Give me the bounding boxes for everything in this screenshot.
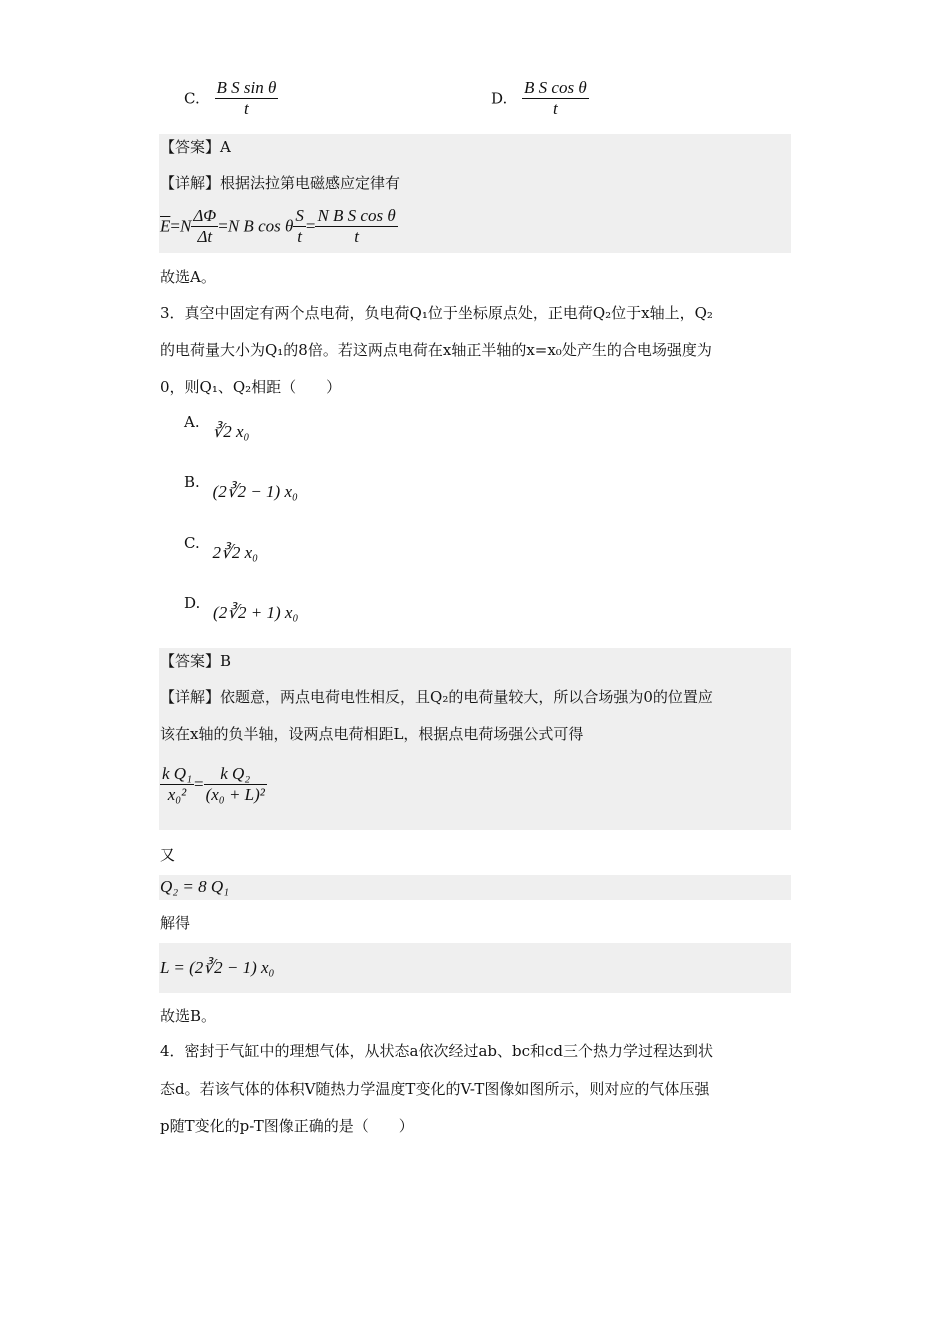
q3-eq1-right-den: (x₀ + L)² (205, 785, 265, 804)
q2-eq-frac2 (293, 206, 306, 247)
q3-eq1-left-den: x₀² (167, 785, 187, 804)
option-d-fraction (522, 78, 589, 119)
q2-eq-frac3 (315, 206, 397, 247)
q4-stem-line1: 4．密封于气缸中的理想气体，从状态a依次经过ab、bc和cd三个热力学过程达到状 (160, 1042, 714, 1060)
q3-option-b (184, 472, 298, 501)
q2-detail-head: 【详解】 (160, 174, 221, 192)
q2-detail-text: 根据法拉第电磁感应定律有 (220, 174, 401, 192)
q4-stem-line3: p随T变化的p-T图像正确的是（ ） (160, 1117, 414, 1135)
option-c (184, 78, 278, 119)
q2-answer: 【答案】A (160, 138, 231, 156)
q3-option-a-label: A. (184, 413, 200, 431)
q3-eq1-left (160, 764, 194, 805)
q2-eq-frac1-num: ΔΦ (193, 206, 217, 225)
q3-option-a (184, 412, 250, 441)
q3-option-d-label: D. (184, 594, 201, 612)
q2-eq-frac2-den: t (297, 227, 302, 246)
q3-equation3: L = (2∛2 − 1) x₀ (160, 958, 275, 977)
q3-stem-line1: 3．真空中固定有两个点电荷，负电荷Q₁位于坐标原点处，正电荷Q₂位于x轴上，Q₂ (160, 304, 713, 322)
q2-eq-mid: N B cos θ (227, 216, 294, 236)
q3-option-c-expr: 2∛2 x₀ (212, 543, 259, 562)
q3-word-again: 又 (160, 846, 176, 864)
q3-option-c-label: C. (184, 534, 200, 552)
option-c-numerator: B S sin θ (216, 78, 277, 97)
q3-eq1-right (204, 764, 267, 805)
q2-eq-frac2-num: S (295, 206, 304, 225)
q3-option-d-expr: (2∛2 + 1) x₀ (213, 603, 299, 622)
q3-detail-line2: 该在x轴的负半轴，设两点电荷相距L，根据点电荷场强公式可得 (160, 725, 584, 743)
q2-equation: $\overline{E}=N$ $\frac{\Delta\Phi}{\Delta t}$ =N B cos θ $\frac{S}{t}$ = $\frac{\text{N B S cos θ}}{t}$ (160, 206, 396, 246)
q3-detail-head: 【详解】 (160, 688, 221, 706)
q3-option-a-expr: ∛2 x₀ (212, 422, 250, 441)
q3-eq1-left-num: k Q₁ (162, 764, 192, 783)
q3-stem-line3: 0，则Q₁、Q₂相距（ ） (160, 378, 342, 396)
q3-detail-line1 (160, 686, 713, 708)
q3-option-b-expr: (2∛2 − 1) x₀ (212, 482, 298, 501)
option-d (491, 78, 589, 119)
option-d-denominator: t (553, 99, 558, 118)
q3-eq2-block (159, 875, 791, 900)
q3-option-b-label: B. (184, 473, 200, 491)
q2-eq-lhs: $\overline{E}$ (160, 216, 171, 236)
option-c-fraction (215, 78, 279, 119)
q3-stem-line2: 的电荷量大小为Q₁的8倍。若这两点电荷在x轴正半轴的x=x₀处产生的合电场强度为 (160, 341, 712, 359)
option-c-label: C. (184, 89, 200, 108)
q3-eq1-right-num: k Q₂ (204, 764, 267, 785)
q3-detail-text1: 依题意，两点电荷电性相反，且Q₂的电荷量较大，所以合场强为0的位置应 (220, 688, 713, 706)
q3-option-d (184, 593, 299, 622)
q3-equation1: $\frac{\text{k Q₁}}{\text{x₀²}}$ = $\frac{\text{k Q₂}}{\text{(x₀ + L)²}}$ (162, 764, 265, 804)
option-d-numerator: B S cos θ (524, 78, 587, 97)
q3-conclusion: 故选B。 (160, 1007, 217, 1025)
q3-answer: 【答案】B (160, 652, 232, 670)
q2-eq-frac3-den: t (354, 227, 359, 246)
q3-word-solve: 解得 (160, 914, 191, 932)
q2-conclusion: 故选A。 (160, 268, 216, 286)
q4-stem-line2: 态d。若该气体的体积V随热力学温度T变化的V-T图像如图所示，则对应的气体压强 (160, 1080, 710, 1098)
q2-eq-frac1 (191, 206, 218, 247)
q2-eq-frac3-num: N B S cos θ (317, 206, 396, 225)
q3-option-c (184, 533, 259, 562)
q3-equation2: Q₂ = 8 Q₁ (160, 877, 230, 896)
option-c-denominator: t (244, 99, 249, 118)
q2-detail (160, 172, 400, 194)
q2-eq-frac1-den: Δt (197, 227, 213, 246)
option-d-label: D. (491, 89, 508, 108)
